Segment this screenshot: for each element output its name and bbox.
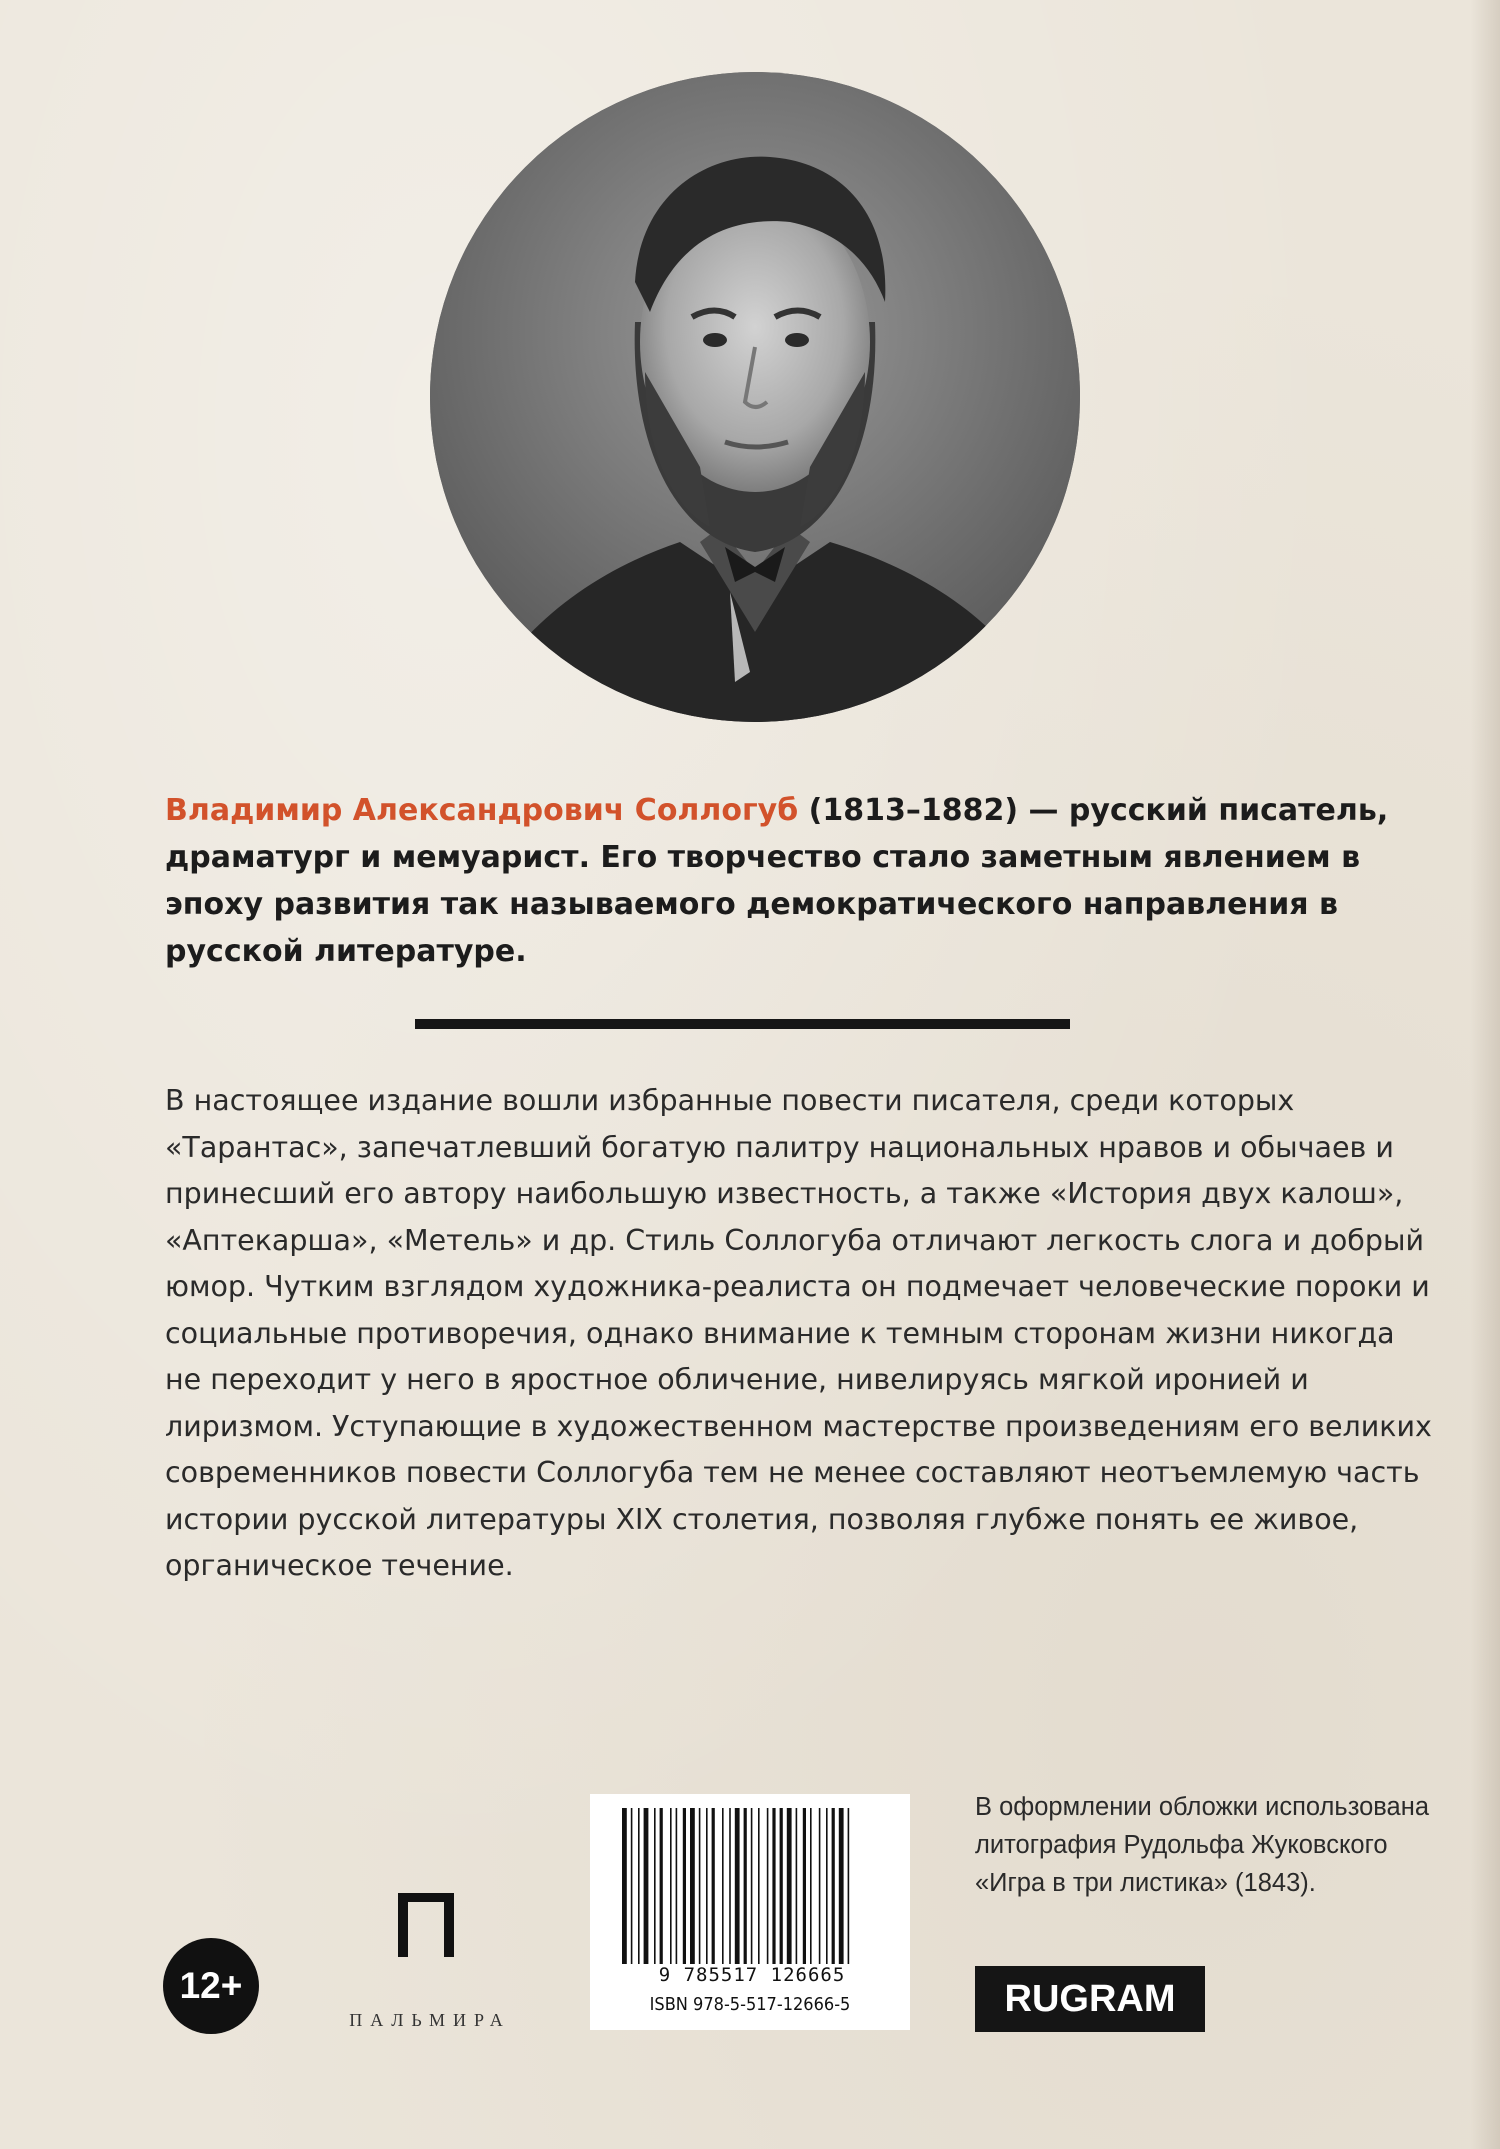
barcode-bar	[751, 1808, 753, 1978]
author-name: Владимир Александрович Соллогуб	[165, 793, 799, 828]
barcode-bar	[839, 1808, 844, 1978]
isbn-label: ISBN 978-5-517-12666-5	[649, 1994, 851, 2015]
barcode-bar	[810, 1808, 812, 1978]
barcode-bar	[787, 1808, 792, 1978]
barcode-bar	[706, 1808, 708, 1978]
cover-credit-line-1: В оформлении обложки использована	[975, 1793, 1429, 1821]
barcode-bar	[796, 1808, 798, 1978]
barcode-bar	[644, 1808, 649, 1978]
barcode-bar	[712, 1808, 715, 1978]
cover-credit	[975, 1788, 1475, 1902]
barcode-digits: 9 785517 126665	[612, 1964, 892, 1986]
author-intro-text: (1813–1882) — русский писатель, драматург и мемуарист. Его творчество стало заметным явлением в эпоху развития так называемого демократического направления в русской литературе.	[165, 793, 1389, 969]
barcode-bar	[803, 1808, 806, 1978]
barcode-bar	[683, 1808, 686, 1978]
barcode-bar	[722, 1808, 724, 1978]
barcode-bar	[767, 1808, 769, 1978]
series-brand-logo: RUGRAM	[975, 1966, 1205, 2032]
barcode-bar	[660, 1808, 663, 1978]
barcode-bar	[638, 1808, 640, 1978]
barcode-bar	[622, 1808, 627, 1978]
barcode-bar	[729, 1808, 731, 1978]
barcode-bar	[819, 1808, 821, 1978]
barcode-bar	[758, 1808, 760, 1978]
publisher-name: ПАЛЬМИРА	[349, 2010, 511, 2030]
barcode-bar	[826, 1808, 828, 1978]
barcode-bar	[780, 1808, 783, 1978]
barcode	[590, 1794, 910, 2030]
barcode-bar	[699, 1808, 701, 1978]
barcode-bar	[848, 1808, 850, 1978]
barcode-bar	[772, 1808, 775, 1978]
cover-credit-line-3: «Игра в три листика» (1843).	[975, 1869, 1316, 1897]
age-rating-badge: 12+	[163, 1938, 259, 2034]
publisher-logo-icon	[398, 1893, 454, 1957]
barcode-bar	[631, 1808, 633, 1978]
barcode-bar	[690, 1808, 695, 1978]
barcode-bar	[654, 1808, 656, 1978]
barcode-bars	[620, 1808, 880, 1978]
cover-credit-line-2: литография Рудольфа Жуковского	[975, 1831, 1388, 1859]
barcode-bar	[744, 1808, 747, 1978]
barcode-bar	[670, 1808, 672, 1978]
section-divider	[415, 1019, 1070, 1029]
barcode-bar	[676, 1808, 678, 1978]
barcode-bar	[832, 1808, 835, 1978]
author-intro	[165, 787, 1435, 975]
book-description: В настоящее издание вошли избранные повести писателя, среди которых «Тарантас», запечатлевший богатую палитру национальных нравов и обычаев и принесший его автору наибольшую известность, а также «История двух калош», «Аптекарша», «Метель» и др. Стиль Соллогуба отличают легкость слога и добрый юмор. Чутким взглядом художника-реалиста он подмечает человеческие пороки и социальные противоречия, однако внимание к темным сторонам жизни никогда не переходит у него в яростное обличение, нивелируясь мягкой иронией и лиризмом. Уступающие в художественном мастерстве произведениям его великих современников повести Соллогуба тем не менее составляют неотъемлемую часть истории русской литературы XIX столетия, позволяя глубже понять ее живое, органическое течение.	[165, 1084, 1432, 1582]
barcode-bar	[735, 1808, 740, 1978]
author-portrait	[430, 72, 1080, 722]
